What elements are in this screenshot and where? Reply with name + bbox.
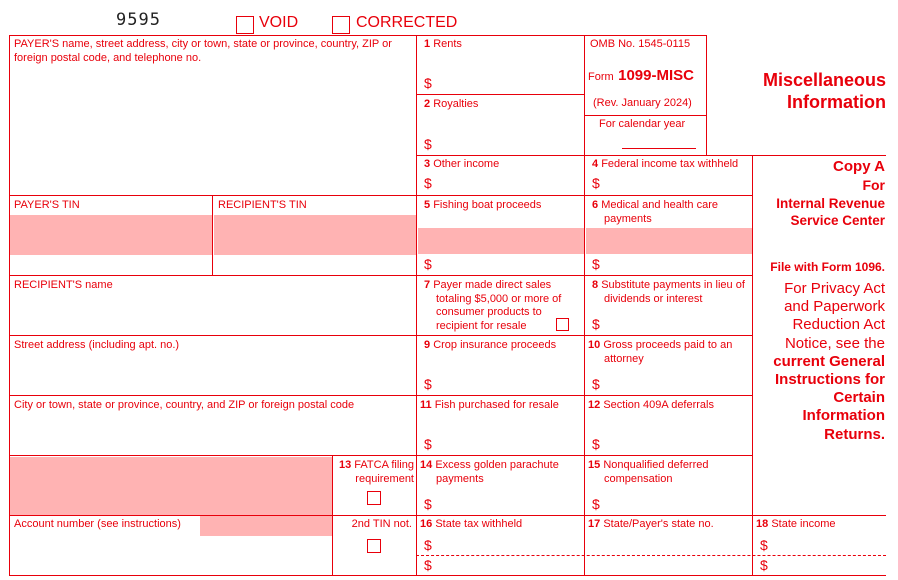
title-line-1: Miscellaneous [762, 70, 886, 90]
box-2-label: 2 Royalties [424, 98, 479, 110]
form-title [712, 69, 886, 113]
corrected-label: CORRECTED [356, 14, 458, 31]
irs-center: Internal Revenue Service Center [776, 196, 885, 228]
second-tin-label: 2nd TIN not. [351, 518, 412, 530]
calendar-year-label: For calendar year [599, 118, 686, 130]
box-6-label: 6 Medical and health care payments [592, 199, 718, 225]
corrected-checkbox[interactable] [332, 16, 350, 34]
box-14-dollar: $ [424, 496, 432, 512]
fatca-left-shade [10, 457, 332, 516]
city-label: City or town, state or province, country, and ZIP or foreign postal code [14, 399, 355, 411]
box-14-label: 14 Excess golden parachute payments [420, 459, 559, 485]
second-tin-checkbox[interactable] [367, 539, 381, 553]
box-4-label: 4 Federal income tax withheld [592, 158, 739, 170]
box-3-dollar: $ [424, 175, 432, 191]
void-checkbox[interactable] [236, 16, 254, 34]
box-8-dollar: $ [592, 316, 600, 332]
void-label: VOID [259, 14, 299, 31]
payer-tin-shade [10, 215, 212, 255]
form-number: 1099-MISC [618, 67, 694, 84]
box-10-dollar: $ [592, 376, 600, 392]
box-16-dollar-2: $ [424, 557, 432, 573]
revision-date: (Rev. January 2024) [593, 97, 692, 109]
form-name [588, 67, 694, 85]
recipient-tin-shade [214, 215, 416, 255]
box-17-label: 17 State/Payer's state no. [588, 518, 714, 530]
box-6-dollar: $ [592, 256, 600, 272]
calendar-year-line [622, 148, 696, 149]
recipient-name-label: RECIPIENT'S name [14, 279, 113, 291]
box-5-label: 5 Fishing boat proceeds [424, 199, 542, 211]
instructions-text: current General Instructions for Certain Information Returns. [773, 352, 885, 443]
box-7-checkbox[interactable] [556, 318, 569, 331]
box6-shade [586, 228, 752, 254]
box-7-label: 7 Payer made direct sales totaling $5,000 or more of consumer products to recipient for resale [424, 279, 562, 332]
form-code: 9595 [116, 10, 161, 30]
box-12-dollar: $ [592, 436, 600, 452]
box-18-label: 18 State income [756, 518, 836, 530]
box-3-label: 3 Other income [424, 158, 500, 170]
street-label: Street address (including apt. no.) [14, 339, 180, 351]
account-label: Account number (see instructions) [14, 518, 181, 530]
recipient-tin-label: RECIPIENT'S TIN [218, 199, 307, 211]
box-1-label: 1 Rents [424, 38, 462, 50]
box-9-label: 9 Crop insurance proceeds [424, 339, 557, 351]
box-18-dollar-1: $ [760, 537, 768, 553]
box-12-label: 12 Section 409A deferrals [588, 399, 714, 411]
fatca-checkbox[interactable] [367, 491, 381, 505]
box-11-label: 11 Fish purchased for resale [420, 399, 559, 411]
account-shade [200, 516, 332, 536]
box-8-label: 8 Substitute payments in lieu of dividends or interest [592, 279, 745, 305]
box-15-dollar: $ [592, 496, 600, 512]
omb-number: OMB No. 1545-0115 [590, 38, 691, 50]
privacy-text: For Privacy Act and Paperwork Reduction Act Notice, see the [784, 280, 885, 352]
box-2-dollar: $ [424, 136, 432, 152]
privacy-notice [756, 280, 885, 444]
box-13-num: 13 [338, 459, 352, 471]
copy-a: Copy A [833, 158, 885, 175]
box-18-dollar-2: $ [760, 557, 768, 573]
fatca-label [336, 459, 414, 486]
file-with: File with Form 1096. [770, 260, 885, 274]
form-prefix: Form [588, 71, 614, 83]
box-1-dollar: $ [424, 75, 432, 91]
box-9-dollar: $ [424, 376, 432, 392]
box-5-dollar: $ [424, 256, 432, 272]
box-10-label: 10 Gross proceeds paid to an attorney [588, 339, 733, 365]
fatca-text: FATCA filing requirement [354, 459, 414, 485]
box-11-dollar: $ [424, 436, 432, 452]
box-15-label: 15 Nonqualified deferred compensation [588, 459, 709, 485]
box-4-dollar: $ [592, 175, 600, 191]
payer-tin-label: PAYER'S TIN [14, 199, 80, 211]
title-line-2: Information [787, 92, 886, 112]
box5-shade [418, 228, 584, 254]
box-16-dollar-1: $ [424, 537, 432, 553]
copy-a-block [756, 157, 885, 229]
copy-for: For [862, 177, 885, 193]
payer-label: PAYER'S name, street address, city or town, state or province, country, ZIP or foreign postal code, and telephone no. [14, 38, 392, 64]
box-16-label: 16 State tax withheld [420, 518, 523, 530]
